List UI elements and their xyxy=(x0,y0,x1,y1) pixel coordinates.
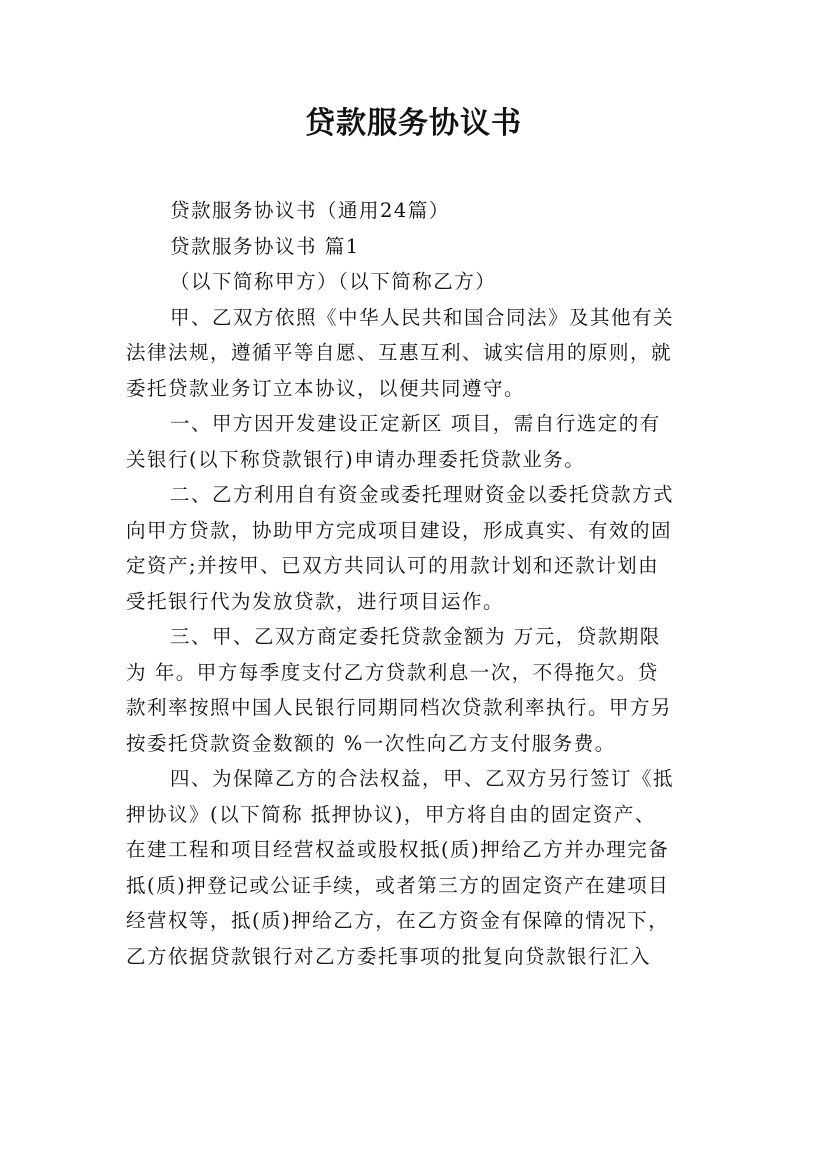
body-line: 关银行(以下称贷款银行)申请办理委托贷款业务。 xyxy=(126,447,586,471)
body-line: 押协议》(以下简称 抵押协议)，甲方将自由的固定资产、 xyxy=(126,802,656,826)
body-line: 乙方依据贷款银行对乙方委托事项的批复向贷款银行汇入 xyxy=(126,944,652,968)
body-line: 受托银行代为发放贷款，进行项目运作。 xyxy=(126,589,505,613)
body-line: 委托贷款业务订立本协议，以便共同遵守。 xyxy=(126,376,526,400)
document-body xyxy=(126,193,706,974)
body-line: 法律法规，遵循平等自愿、互惠互利、诚实信用的原则，就 xyxy=(126,341,673,364)
body-line: 按委托贷款资金数额的 %一次性向乙方支付服务费。 xyxy=(126,731,616,755)
body-line: 在建工程和项目经营权益或股权抵(质)押给乙方并办理完备 xyxy=(126,838,670,861)
body-line: 为 年。甲方每季度支付乙方贷款利息一次，不得拖欠。贷 xyxy=(126,660,659,684)
body-line: （以下简称甲方）（以下简称乙方） xyxy=(170,270,497,293)
body-line: 贷款服务协议书 篇1 xyxy=(170,234,360,258)
body-line: 定资产;并按甲、已双方共同认可的用款计划和还款计划由 xyxy=(126,554,660,577)
body-line: 一、甲方因开发建设正定新区 项目，需自行选定的有 xyxy=(170,412,661,435)
body-line: 四、为保障乙方的合法权益，甲、乙双方另行签订《抵 xyxy=(170,767,675,790)
document-title: 贷款服务协议书 xyxy=(305,106,522,141)
body-line: 甲、乙双方依照《中华人民共和国合同法》及其他有关 xyxy=(170,305,675,329)
body-line: 向甲方贷款，协助甲方完成项目建设，形成真实、有效的固 xyxy=(126,518,673,542)
body-line: 三、甲、乙双方商定委托贷款金额为 万元，贷款期限 xyxy=(170,625,661,648)
body-line: 贷款服务协议书（通用24篇） xyxy=(170,199,450,222)
body-line: 二、乙方利用自有资金或委托理财资金以委托贷款方式 xyxy=(170,483,675,506)
body-line: 经营权等，抵(质)押给乙方，在乙方资金有保障的情况下， xyxy=(126,909,670,932)
body-line: 抵(质)押登记或公证手续，或者第三方的固定资产在建项目 xyxy=(126,873,670,897)
body-line: 款利率按照中国人民银行同期同档次贷款利率执行。甲方另 xyxy=(126,696,673,719)
